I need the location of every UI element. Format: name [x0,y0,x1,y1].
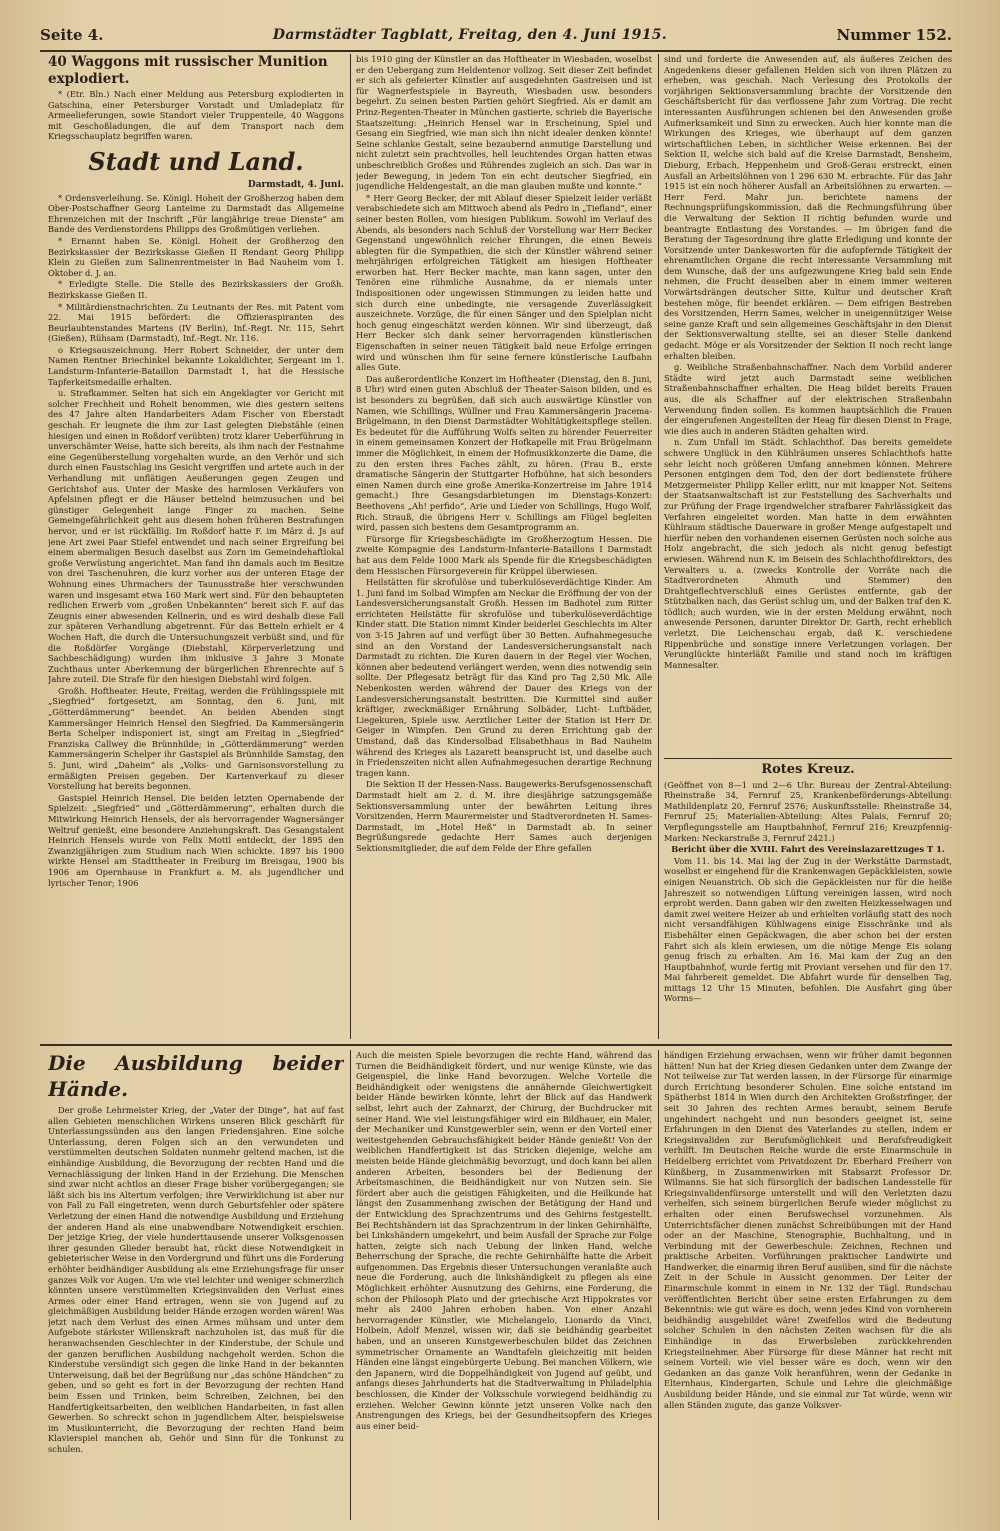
column-divider [350,54,351,1039]
bottom-article-text-2: Auch die meisten Spiele bevorzugen die rechte Hand, während das Turnen die Beidhändigkeit fördert, und nur wenige Künste, wie das Geigenspiel, die linke Hand bevorzugen. Welche Vorteile die Beidhändigkeit oder wenigstens die annähernde Gleichwertigkeit beider Hände bewirken könnte, lehrt der Blick auf das Handwerk selbst, lehrt auch der Zahnarzt, der Chirurg, der Buchdrucker mit seiner Hand. Wie viel leistungsfähiger wird ein Bildhauer, ein Maler, der Mechaniker und Kunstgewerbler sein, wenn er den Vorteil einer weitestgehenden Gebrauchsfähigkeit beider Hände genießt! Von der weiblichen Handfertigkeit ist das Stricken diejenige, welche am meisten beide Hände gleichmäßig bevorzugt, und doch kann bei allen anderen Arbeiten, besonders bei der Bedienung der Arbeitsmaschinen, die Beidhändigkeit nur von Nutzen sein. Sie fördert aber auch die geistigen Fähigkeiten, und die Heilkunde hat längst den Zusammenhang zwischen der Betätigung der Hand und der Entwicklung des Sprachzentrums und des Gehirns festgestellt. Bei Rechtshändern ist das Sprachzentrum in der linken Gehirnhälfte, bei Linkshändern umgekehrt, und beim Ausfall der Sprache zur Folge hatten, zeigte sich nach Uebung der linken Hand, welche Beherrschung der Sprache, die rechte Gehirnhälfte hatte die Arbeit aufgenommen. Das Ergebnis dieser Untersuchungen veranlaßte auch neue die Forderung, auch die linkshändigkeit zu pflegen als eine Möglichkeit erhöhter Ausnutzung des Gehirns, eine Forderung, die schon der Philosoph Plato und der griechische Arzt Hippokrates vor mehr als 2400 Jahren erhoben haben. Von einer Anzahl hervorragender Künstler, wie Michelangelo, Lionardo da Vinci, Holbein, Adolf Menzel, wissen wir, daß sie beidhändig gearbeitet haben, und an unseren Kunstgewerbeschulen bildet das Zeichnen symmetrischer Ornamente an Wandtafeln gleichzeitig mit beiden Händen eine längst eingebürgerte Uebung. Bei manchen Völkern, wie den Japanern, wird die Doppelhändigkeit von Jugend auf geübt, und anfangs dieses Jahrhunderts hat die Stadtverwaltung in Philadelphia beschlossen, die Kinder der Volksschule vorwiegend beidhändig zu erziehen. Welcher Gewinn könnte jetzt unseren Volke nach den Anstrengungen des Kriegs, bei der Gesundheitsopfern des Krieges aus einer beid- [356,1050,652,1431]
munition-text: * (Etr. Bln.) Nach einer Meldung aus Petersburg explodierten in Gatschina, einer Petersburger Vorstadt und Umladeplatz für Armeelieferungen, sowie Standort vieler Truppenteile, 40 Waggons mit Geschoßladungen, die auf dem Transport nach dem Kriegsschauplatz begriffen waren. [48,89,344,142]
column-divider [658,54,659,1039]
column-3 [664,54,952,754]
rotes-kreuz-title: Rotes Kreuz. [761,762,855,777]
article-konzert: Das außerordentliche Konzert im Hoftheater (Dienstag, den 8. Juni, 8 Uhr) wird einen guten Abschluß der Theater-Saison bilden, und es ist besonders zu begrüßen, daß sich auch auswärtige Künstler von Namen, wie Schillings, Wüllner und Frau Kammersängerin Jracema-Brügelmann, in den Dienst Darmstädter Wohltätigkeitspflege stellen. Es bedeutet für die Aufführung Wolfs selten zu hörender Feuerreiter in einem gemeinsamen Konzert der Hofkapelle mit Frau Brügelmann immer die Möglichkeit, in einem der Hofmusikkonzerte die Dame, die zu den ersten ihres Faches zählt, zu hören. (Frau B., erste dramatische Sängerin der Stuttgarter Hofbühne, hat sich besonders einen Namen durch eine große Amerika-Konzertreise im Jahre 1914 gemacht.) Ihre Gesangsdarbietungen im Dienstags-Konzert: Beethovens „Ah! perfido“, Arie und Lieder von Schillings, Hugo Wolf, Rich. Strauß, die übrigens Herr v. Schillings am Flügel begleiten wird, passen sich bestens dem Gesamtprogramm an. [356,373,652,533]
article-schlachthof: n. Zum Unfall im Städt. Schlachthof. Das bereits gemeldete schwere Unglück in den Kühlräumen unseres Schlachthofs hatte sehr leicht noch größeren Umfang annehmen können. Mehrere Personen entgingen dem Tod, den der dort bedienstete frühere Metzgermeister Philipp Keller erlitt, nur mit knapper Not. Seitens der Staatsanwaltschaft ist zur Feststellung des Sachverhalts und zur Prüfung der Frage irgendwelcher strafbarer Fahrlässigkeit das Verfahren eingeleitet worden. Man hatte in dem erwähnten Kühlraum städtische Dauerware in großer Menge aufgestapelt und hierfür neben den vorhandenen eisernen Gerüsten noch solche aus Holz angebracht, die sich jedoch als nicht genug befestigt erwiesen. Während nun K. im Beisein des Schlachthofdirektors, des Verwalters u. a. (zwecks Kontrolle der Vorräte nach die Stadtverordneten Ahmuth und Stemmer) den Drahtgeflechtverschluß eines Gerüstes entfernte, gab der Stützbalken nach, das Gerüst schlug um, und der Balken traf den K. tödlich; auch wurden, wie in der ersten Meldung erwähnt, noch anwesende Personen, darunter Direktor Dr. Garth, recht erheblich verletzt. Die Leichenschau ergab, daß K. verschiedene Rippenbrüche und sonstige innere Verletzungen vorlagen. Der Verunglückte hinterläßt Familie und stand noch im kräftigen Mannesalter. [664,437,952,670]
rotes-kreuz-rule [664,758,952,759]
article-gastspiel-hensel: Gastspiel Heinrich Hensel. Die beiden letzten Opernabende der Spielzeit: „Siegfried“ und „Götterdämmerung“, erhalten durch die Mitwirkung Heinrich Hensels, der als hervorragender Wagnersänger Weltruf genießt, eine besondere Anziehungskraft. Das Gesangstalent Heinrich Hensels wurde von Felix Mottl entdeckt, der 1895 den Zwanzigjährigen zum Studium nach Wien schickte. 1897 bis 1900 wirkte Hensel am Stadttheater in Freiburg im Breisgau, 1900 bis 1906 am Opernhause in Frankfurt a. M. als jugendlicher und lyrischer Tenor; 1906 [48,792,344,888]
article-sektion-ii: Die Sektion II der Hessen-Nass. Baugewerks-Berufsgenossenschaft Darmstadt hielt am 2. d. M. ihre diesjährige satzungsgemäße Sektionsversammlung unter der bewährten Leitung ihres Vorsitzenden, Herrn Maurermeister und Stadtverordneten H. Sames-Darmstadt, im „Hotel Heß“ in Darmstadt ab. In seiner Begrüßungsrede gedachte Herr Sames auch derjenigen Sektionsmitglieder, die auf dem Felde der Ehre gefallen [356,779,652,853]
column-divider [658,1050,659,1520]
column-divider [350,1050,351,1520]
article-georg-becker: * Herr Georg Becker, der mit Ablauf dieser Spielzeit leider verläßt verabschiedete sich am Mittwoch abend als Pedro in „Tiefland“, einer seiner besten Rollen, vom hiesigen Publikum. Sowohl im Verlauf des Abends, als besonders nach Schluß der Vorstellung war Herr Becker Gegenstand ungewöhnlich reicher Ehrungen, die einen Beweis ablegten für die Sympathien, die sich der Künstler während seiner mehrjährigen erfolgreichen Tätigkeit am hiesigen Hoftheater erworben hat. Herr Becker machte, man kann sagen, unter den Tenören eine rühmliche Ausnahme, da er niemals unter Indispositionen oder ungewissen Stimmungen zu leiden hatte und sich durch eine unbedingte, nie versagende Zuverlässigkeit auszeichnete. Vorzüge, die für einen Sänger und den Spielplan nicht hoch genug eingeschätzt werden können. Wir sind überzeugt, daß Herr Becker sich dank seiner hervorragenden künstlerischen Eigenschaften in seiner neuen Tätigkeit bald neue Erfolge erringen wird und wünschen ihm für seine fernere künstlerische Laufbahn alles Gute. [356,192,652,373]
article-ernannt: * Ernannt haben Se. Königl. Hoheit der Großherzog den Bezirkskassier der Bezirkskasse Gießen II Rendant Georg Philipp Klein zu Gießen zum Salinenrentmeister in Bad Nauheim vom 1. Oktober d. J. an. [48,235,344,278]
article-strassenbahn: g. Weibliche Straßenbahnschaffner. Nach dem Vorbild anderer Städte wird jetzt auch Darmstadt seine weiblichen Straßenbahnschaffner erhalten. Die Heag bildet bereits Frauen aus, die als Schaffner auf der elektrischen Straßenbahn Verwendung finden sollen. Es kommen hauptsächlich die Frauen der eingerufenen Angestellten der Heag für diesen Dienst in Frage, wie dies auch in anderen Städten gehalten wird. [664,362,952,436]
bottom-article-text-3: händigen Erziehung erwachsen, wenn wir früher damit begonnen hätten! Nun hat der Krieg diesen Gedanken unter dem Zwange der Not teilweise zur Tat werden lassen, in der Fürsorge für einarmige durch Errichtung besonderer Schulen. Eine solche entstand im Spätherbst 1814 in Wien durch den Architekten Großstrfinger, der seit 30 Jahren des rechten Armes beraubt, seinem Berufe ungehindert nachgeht und nun besonders geeignet ist, seine Erfahrungen in den Dienst des Vaterlandes zu stellen, indem er Kriegsinvaliden zur Berufsmöglichkeit und Berufsfreudigkeit verhilft. Im Deutschen Reiche wurde die erste Einarmschule in Heidelberg errichtet vom Privatdozent Dr. Eberhard Freiherr von Künßberg, in Zusammenwirken mit Stabsarzt Professor Dr. Wilmanns. Sie hat sich fürsorglich der badischen Landesstelle für Kriegsinvalidenfürsorge unterstellt und will den Verletzten dazu verhelfen, sich seinem bürgerlichen Berufe wieder möglichst zu erhalten oder einen Berufswechsel vorzunehmen. Als Unterrichtsfächer dienen zunächst Schreibübungen mit der Hand oder an der Maschine, Stenographie, Buchhaltung, und in Verbindung mit der Gewerbeschule: Zeichnen, Rechnen und praktische Arbeiten. Vorführungen praktischer Landwirte und Handwerker, die einarmig ihren Beruf ausüben, sind für die nächste Zeit in der Schule in Aussicht genommen. Der Leiter der Einarmschule kommt in einem in Nr. 132 der Tägl. Rundschau veröffentlichten Bericht über seine ersten Erfahrungen zu dem Bekenntnis: wie gut wäre es doch, wenn jedes Kind von vornherein beidhändig ausgebildet wäre! Zweifellos wird die Bedeutung solcher Schulen in den nächsten Zeiten wachsen für die als Einhändige in das Erwerbsleben zurückkehrenden Kriegsteilnehmer. Aber Fürsorge für diese Männer hat recht mit seinem Vorteil: wie viel besser wäre es doch, wenn wir den Gedanken an das ganze Volk heranführen, wenn der Gedanke in Elternhaus, Kindergarten, Schule und Lehre die gleichmäßige Ausbildung beider Hände, und sie einmal zur Tat würde, wenn wir allen Ständen zugute, das ganze Volksver- [664,1050,952,1410]
masthead [40,22,952,48]
article-fuersorge: Fürsorge für Kriegsbeschädigte im Großherzogtum Hessen. Die zweite Kompagnie des Landsturm-Infanterie-Bataillons I Darmstadt hat aus dem Felde 1000 Mark als Spende für die Kriegsbeschädigten dem Hessischen Fürsorgeverein für Krüppel überwiesen. [356,533,652,576]
article-erledigte-stelle: * Erledigte Stelle. Die Stelle des Bezirkskassiers der Großh. Bezirkskasse Gießen II. [48,279,344,300]
article-kriegsauszeichnung: o Kriegsauszeichnung. Herr Robert Schneider, der unter dem Namen Rentner Briechinkel bekannte Lokaldichter, Sergeant im 1. Landsturm-Infanterie-Bataillon Darmstadt 1, hat die Hessische Tapferkeitsmedaille erhalten. [48,344,344,387]
issue-number: Nummer 152. [836,26,952,44]
bottom-article-title: Die Ausbildung beider Hände. [48,1051,344,1101]
rotes-kreuz-hours: (Geöffnet von 8—1 und 2—6 Uhr. Bureau der Zentral-Abteilung: Rheinstraße 34, Fernruf 25, Krankenbeförderungs-Abteilung: Mathildenplatz 20, Fernruf 2576; Auskunftsstelle: Rheinstraße 34, Fernruf 25; Materialien-Abteilung: Altes Palais, Fernruf 20; Verpflegungsstelle am Hauptbahnhof, Fernruf 216; Kreuzpfennig-Marken: Neckarstraße 3, Fernruf 2421.) [664,779,952,843]
page-number: Seite 4. [40,26,104,44]
dateline: Darmstadt, 4. Juni. [247,179,344,190]
lazarettzug-report: Vom 11. bis 14. Mai lag der Zug in der Werkstätte Darmstadt, woselbst er eingehend für die Krankenwagen Gepäckkleisten, sowie einigen Neuanstrich. Ob sich die Gepäckleisten nur für die heiße Jahreszeit so notwendigen Lüftung vereinigen lassen, wird noch erprobt werden. Dann gaben wir den zweiten Heizkesselwagen und damit zwei weitere Heizer ab und erhielten vorläufig statt des noch nicht versandfähigen Kühlwagens einige Eisschränke und als Eisbehälter einen Gepäckwagen, die aber schon bei der ersten Fahrt sich als klein erwiesen, um die nötige Menge Eis solang genug frisch zu erhalten. Am 16. Mai kam der Zug an den Hauptbahnhof, wurde fertig mit Proviant versehen und für den 17. Mai fahrbereit gemeldet. Die Abfahrt wurde für denselben Tag, mittags 12 Uhr 15 Minuten, befohlen. Die Ausfahrt ging über Worms— [664,855,952,1004]
bottom-article-col-3 [664,1050,952,1520]
bottom-article-text-1: Der große Lehrmeister Krieg, der „Vater der Dinge“, hat auf fast allen Gebieten menschlichen Wirkens unseren Blick geschärft für Unterlassungssünden aus den langen Friedensjahren. Eine solche Unterlassung, deren Folgen sich an den verwundeten und verstümmelten deutschen Soldaten nunmehr geltend machen, ist die einhändige Ausbildung, die Bevorzugung der rechten Hand und die Vernachlässigung der linken Hand in der Erziehung. Die Menschen sind zwar nicht achtlos an dieser Frage bisher vorübergegangen; sie läßt sich bis ins Altertum verfolgen; ihre Verwirklichung ist aber nur von Fall zu Fall eingetreten, wenn durch Geburtsfehler oder spätere Verletzung der einen Hand die notwendige Ausbildung und Erziehung der anderen Hand als eine unabwendbare Notwendigkeit erschien. Der jetzige Krieg, der viele hunderttausende unserer Volksgenossen ihrer gesunden Glieder beraubt hat, rückt diese Notwendigkeit in gebieterischer Weise in den Vordergrund und führt uns die Forderung erhöhter beidhändiger Ausbildung als eine Erziehungsfrage für unser ganzes Volk vor Augen. Um wie viel leichter und weniger schmerzlich könnten unsere verstümmelten Kriegsinvaliden den Verlust eines Armes oder einer Hand ertragen, wenn sie von Jugend auf zu gleichmäßigen Ausbildung beider Hände erzogen worden wären! Was jetzt nach dem Verlust des einen Armes mühsam und unter dem Aufgebote stärkster Willenskraft nachzuholen ist, das muß für die heranwachsenden Geschlechter in der Kinderstube, der Schule und der ganzen beruflichen Ausbildung nachgeholt werden. Schon die Kinderstube versündigt sich gegen die linke Hand in der bekannten Unterweisung, daß bei der Begrüßung nur „das schöne Händchen“ zu geben, und so geht es fort in der Bevorzugung der rechten Hand beim Essen und Trinken, beim Schreiben, Zeichnen, bei den Handfertigkeitsarbeiten, den weiblichen Handarbeiten, in fast allen Gewerben. So schreckt schon in jugendlichem Alter, beispielsweise im Musikunterricht, die Bevorzugung der rechten Hand beim Klavierspiel manchen ab, Gehör und Sinn für die Tonkunst zu schulen. [48,1105,344,1454]
rotes-kreuz-box [664,762,952,1039]
munition-headline: 40 Waggons mit russischer Munition explodiert. [48,54,328,87]
article-heilstaetten: Heilstätten für skrofulöse und tuberkulöseverdächtige Kinder. Am 1. Juni fand im Solbad Wimpfen am Neckar die Eröffnung der von der Landesversicherungsanstalt Großh. Hessen im Badhotel zum Ritter errichteten Heilstätte für skrofulöse und tuberkulöseverdächtige Kinder statt. Die Station nimmt Kinder beiderlei Geschlechts im Alter von 3-15 Jahren auf und verfügt über 30 Betten. Aufnahmegesuche sind an den Vorstand der Landesversicherungsanstalt nach Darmstadt zu richten. Die Kuren dauern in der Regel vier Wochen, können aber bedeutend verlängert werden, wenn dies notwendig sein sollte. Der Pflegesatz beträgt für das Kind pro Tag 2,50 Mk. Alle Nebenkosten werden während der Dauer des Kriegs von der Landesversicherungsanstalt bestritten. Die Kurmittel sind außer kräftiger, zweckmäßiger Ernährung Solbäder, Licht- Luftbäder, Liegekuren, Spiele usw. Aerztlicher Leiter der Station ist Herr Dr. Geiger in Wimpfen. Den Grund zu deren Errichtung gab der Umstand, daß das Kindersolbad Elisabethhaus in Bad Nauheim während des Krieges als Lazarett beansprucht ist, und daselbe auch in Friedenszeiten nicht allen Aufnahmegesuchen derartige Rechnung tragen kann. [356,577,652,778]
bottom-article-col-1 [48,1050,344,1520]
lazarettzug-report-title: Bericht über die XVIII. Fahrt des Vereinslazarettzuges T 1. [671,844,945,855]
masthead-rule [40,50,952,52]
section-title: Stadt und Land. [88,146,304,176]
section-rule [40,1044,952,1046]
column-2 [356,54,652,1039]
bottom-article-col-2 [356,1050,652,1520]
column-1 [48,54,344,1039]
article-hensel-cont: bis 1910 ging der Künstler an das Hoftheater in Wiesbaden, woselbst er den Uebergang zum Heldentenor vollzog. Seit dieser Zeit befindet er sich als gefeierter Künstler auf ausgedehnten Gastreisen und ist für Wagnerfestspiele in Bayreuth, Wiesbaden usw. besonders begehrt. Zu seinen besten Partien gehört Siegfried. Als er damit am Prinz-Regenten-Theater in München gastierte, schrieb die Bayerische Staatszeitung: „Heinrich Hensel war in Erscheinung, Spiel und Gesang ein Siegfried, wie man sich ihn nicht idealer denken könnte! Seine schlanke Gestalt, seine bezaubernd anmutige Darstellung und nicht zuletzt sein prachtvolles, hell leuchtendes Organ hatten etwas unbeschreiblich Großes und Rührendes zugleich an sich. Das war in jeder Bewegung, in jedem Ton ein echt deutscher Siegfried, ein jugendliche Heldengestalt, an die man glauben mußte und konnte.“ [356,54,652,192]
article-strafkammer: u. Strafkammer. Selten hat sich ein Angeklagter vor Gericht mit solcher Frechheit und Roheit benommen, wie dies gestern seitens des 47 Jahre alten Handarbeiters Adam Fischer von Eberstadt geschah. Er leugnete die ihm zur Last gelegten Diebstähle (einen hiesigen und einen in Roßdorf verübten) trotz klarer Ueberführung in unverschämter Weise, hatte sich bereits, als ihm nach der Festnahme eine Gegenüberstellung vorgehalten wurde, an den Verhör und sich durch einen Faustschlag ins Gesicht vergriffen und artete auch in der Verhandlung mit unflätigen Aeußerungen gegen Zeugen und Gerichtshof aus. Unter der Maske des harmlosen Verkäufers von Apfelsinen pflegt er die Häuser bettelnd heimzusuchen und bei günstiger Gelegenheit lange Finger zu machen. Seine Gemeingefährlichkeit geht aus diesem hohen früheren Bestrafungen hervor, und er ist rückfällig. Im Roßdorf hatte F. im März d. Js auf jene Art zwei Paar Stiefel entwendet und nach seiner Ergreifung bei einem abermaligen Besuch daselbst aus Zorn im Gemeindehaftlokal große Verwüstung angerichtet. Man fand ihn damals auch im Besitze von drei Taschenuhren, die kurz vorher aus der unteren Etage der Wohnung eines Uhrmachers der Taunusstraße hier verschwunden waren und insgesamt etwa 160 Mark wert sind. Für den behaupteten redlichen Erwerb vom „großen Unbekannten“ bereit sich F. auf das Zeugnis einer abwesenden Kellnerin, und es wird deshalb diese Fall zur späteren Verhandlung abgetrennt. Für das Betteln erhielt er 4 Wochen Haft, die durch die Untersuchungszeit verbüßt sind, und für die Roßdörfer Vorgänge (Diebstahl, Körperverletzung und Sachbeschädigung) wurden ihm inklusive 3 Jahre 3 Monate Zuchthaus unter Aberkennung der bürgerlichen Ehrenrechte auf 5 Jahre zuteil. Die Strafe für den hiesigen Diebstahl wird folgen. [48,388,344,685]
article-militaerdienst: * Militärdienstnachrichten. Zu Leutnants der Res. mit Patent vom 22. Mai 1915 befördert: die Offizieraspiranten des Beurlaubtenstandes Martens (IV Berlin), Inf.-Regt. Nr. 115, Sehrt (Gießen), Rühsam (Darmstadt), Inf.-Regt. Nr. 116. [48,301,344,344]
article-ordensverleihung: * Ordensverleihung. Se. Königl. Hoheit der Großherzog haben dem Ober-Postschaffner Georg Lanteime zu Darmstadt das Allgemeine Ehrenzeichen mit der Inschrift „Für langjährige treue Dienste“ am Bande des Verdienstordens Philipps des Großmütigen verliehen. [48,192,344,235]
article-sektion-cont: sind und forderte die Anwesenden auf, als äußeres Zeichen des Angedenkens dieser gefallenen Helden sich von ihren Plätzen zu erheben, was geschah. Nach Verlesung des Protokolls der vorjährigen Sektionsversammlung brachte der Vorsitzende den Geschäftsbericht für das verflossene Jahr zum Vortrag. Die recht interessanten Ausführungen schienen bei den Anwesenden große Aufmerksamkeit und Sinn zu erwecken. Auch hier konnte man die Wirkungen des Krieges, wie überhaupt auf dem ganzen wirtschaftlichen Leben, in sichtlicher Weise erkennen. Bei der Sektion II, welche sich bald auf die Kreise Darmstadt, Bensheim, Dieburg, Erbach, Heppenheim und Groß-Gerau erstreckt, einen Ausfall an Arbeitslöhnen von 1 296 630 M. erbrachte. Für das Jahr 1915 ist ein noch höherer Ausfall an Arbeitslöhnen zu erwarten. — Herr Ferd. Mahr jun. berichtete namens der Rechnungsprüfungskommission, daß die Rechnungsführung über die Verwaltung der Sektion II richtig befunden wurde und beantragte Entlastung des Vorstandes. — Im übrigen fand die Beratung der Tagesordnung ihre glatte Erledigung und konnte der Vorsitzende unter Dankesworten für die aufopfernde Tätigkeit der ehrenamtlichen Organe die recht interessante Versammlung mit dem Wunsche, daß der uns aufgezwungene Krieg bald sein Ende nehmen, die Frucht desselben aber in einem immer weiteren Vorwärtsdrängen deutscher Sitte, Kultur und deutscher Kraft bestehen möge, für beendet erklären. — Dem eifrigen Bestreben des Vorsitzenden, Herrn Sames, welcher in uneigennütziger Weise seine ganze Kraft und sein allgemeines Geschäftsjahr in den Dienst der Sektionsverwaltung stellte, sei an dieser Stelle dankend gedacht. Möge er als Vorsitzender der Sektion II noch recht lange erhalten bleiben. [664,54,952,361]
article-hoftheater: Großh. Hoftheater. Heute, Freitag, werden die Frühlingsspiele mit „Siegfried“ fortgesetzt, am Sonntag, den 6. Juni, mit „Götterdämmerung“ beendet. An beiden Abenden singt Kammersänger Heinrich Hensel den Siegfried. Da Kammersängerin Berta Schelper indisponiert ist, singt am Freitag in „Siegfried“ Franziska Callwey die Brünnhilde; in „Götterdämmerung“ werden Kammersängerin Schelper ihr Gastspiel als Brünnhilde Samstag, den 5. Juni, wird „Daheim“ als „Volks- und Garnisonsvorstellung zu ermäßigten Preisen gegeben. Der Kartenverkauf zu dieser Vorstellung hat bereits begonnen. [48,685,344,792]
newspaper-name-date: Darmstädter Tagblatt, Freitag, den 4. Juni 1915. [272,27,667,43]
